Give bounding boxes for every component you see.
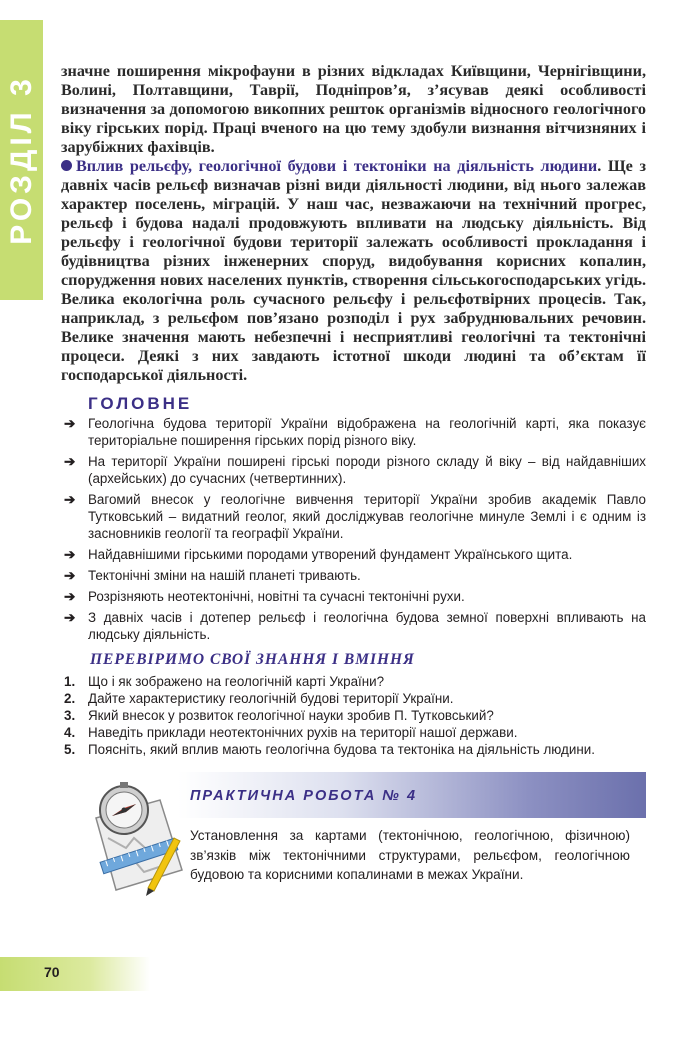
chapter-tab-label-wrap xyxy=(0,20,43,300)
summary-item-text: Розрізняють неотектонічні, новітні та сучасні тектонічні рухи. xyxy=(88,589,465,604)
arrow-right-icon: ➔ xyxy=(64,492,76,507)
check-title: ПЕРЕВІРИМО СВОЇ ЗНАННЯ І ВМІННЯ xyxy=(90,651,415,668)
question-number: 4. xyxy=(64,725,76,740)
summary-item xyxy=(64,567,646,584)
question-text: Дайте характеристику геологічній будові території України. xyxy=(88,691,454,706)
summary-item-text: Геологічна будова території України відображена на геологічній карті, яка показує територіальне поширення гірських порід різного віку. xyxy=(88,416,646,448)
question-item xyxy=(64,741,654,758)
page-number-band xyxy=(0,957,150,991)
summary-item-text: З давніх часів і дотепер рельєф і геологічна будова земної поверхні впливають на людську діяльність. xyxy=(88,610,646,642)
question-item xyxy=(64,673,654,690)
intro-paragraph: значне поширення мікрофауни в різних відкладах Київщини, Чернігівщини, Волині, Полтавщини, Таврії, Подніпров’я, з’ясував деякі особливості визначення за допомогою викопних решток організмів відносного геологічного віку гірських порід. Праці вченого на цю тему здобули визнання вітчизняних і зарубіжних фахівців. xyxy=(61,62,646,156)
practice-title: ПРАКТИЧНА РОБОТА № 4 xyxy=(190,788,418,804)
question-text: Що і як зображено на геологічній карті України? xyxy=(88,674,385,689)
summary-title: ГОЛОВНЕ xyxy=(88,394,193,413)
main-text xyxy=(61,62,646,385)
arrow-right-icon: ➔ xyxy=(64,568,76,583)
summary-item xyxy=(64,546,646,563)
summary-item xyxy=(64,453,646,487)
arrow-right-icon: ➔ xyxy=(64,416,76,431)
page-number: 70 xyxy=(44,964,60,980)
question-number: 2. xyxy=(64,691,76,706)
question-text: Який внесок у розвиток геологічної науки зробив П. Тутковський? xyxy=(88,708,494,723)
section-bullet-icon xyxy=(61,160,72,171)
question-text: Наведіть приклади неотектонічних рухів на території нашої держави. xyxy=(88,725,518,740)
summary-item-text: На території України поширені гірські породи різного складу й віку – від найдавніших (архейських) до сучасних (четвертинних). xyxy=(88,454,646,486)
summary-item xyxy=(64,491,646,542)
question-item xyxy=(64,707,654,724)
summary-list xyxy=(64,415,646,647)
arrow-right-icon: ➔ xyxy=(64,454,76,469)
arrow-right-icon: ➔ xyxy=(64,610,76,625)
check-list xyxy=(64,673,654,758)
summary-item-text: Тектонічні зміни на нашій планеті тривають. xyxy=(88,568,361,583)
practice-text: Установлення за картами (тектонічною, геологічною, фізичною) зв’язків між тектонічними структурами, рельєфом, геологічною будовою та корисними копалинами в межах України. xyxy=(190,828,630,882)
question-item xyxy=(64,690,654,707)
chapter-tab-label: РОЗДІЛ 3 xyxy=(4,75,38,245)
question-item xyxy=(64,724,654,741)
summary-item-text: Вагомий внесок у геологічне вивчення території України зробив академік Павло Тутковський – видатний геолог, який досліджував геологічне минуле Землі і є одним із засновників геології та географії України. xyxy=(88,492,646,541)
section-paragraph xyxy=(61,157,646,385)
question-number: 3. xyxy=(64,708,76,723)
section-text: . Ще з давніх часів рельєф визначав різні види діяльності людини, від нього залежав характер поселень, міграцій. У наш час, незважаючи на технічний прогрес, рельєф і будова надалі продовжують впливати на людську діяльність. Від рельєфу і геологічної будови території залежать особливості прокладання і будівництва різних інженерних споруд, видобування корисних копалин, спорудження нових населених пунктів, створення сільськогосподарських угідь. Велика екологічна роль сучасного рельєфу і рельєфотвірних процесів. Так, наприклад, з рельєфом пов’язано розподіл і рух забруднювальних речовин. Велике значення мають небезпечні і несприятливі геологічні та тектонічні процеси. Деякі з них завдають істотної шкоди людині та об’єктам її господарської діяльності. xyxy=(61,157,646,384)
arrow-right-icon: ➔ xyxy=(64,589,76,604)
summary-item-text: Найдавнішими гірськими породами утворений фундамент Українського щита. xyxy=(88,547,573,562)
arrow-right-icon: ➔ xyxy=(64,547,76,562)
summary-item xyxy=(64,588,646,605)
summary-item xyxy=(64,609,646,643)
section-heading: Вплив рельєфу, геологічної будови і тектоніки на діяльність людини xyxy=(76,157,598,175)
question-number: 1. xyxy=(64,674,76,689)
summary-item xyxy=(64,415,646,449)
question-number: 5. xyxy=(64,742,76,757)
compass-map-icon xyxy=(86,778,190,896)
question-text: Поясніть, який вплив мають геологічна будова та тектоніка на діяльність людини. xyxy=(88,742,595,757)
